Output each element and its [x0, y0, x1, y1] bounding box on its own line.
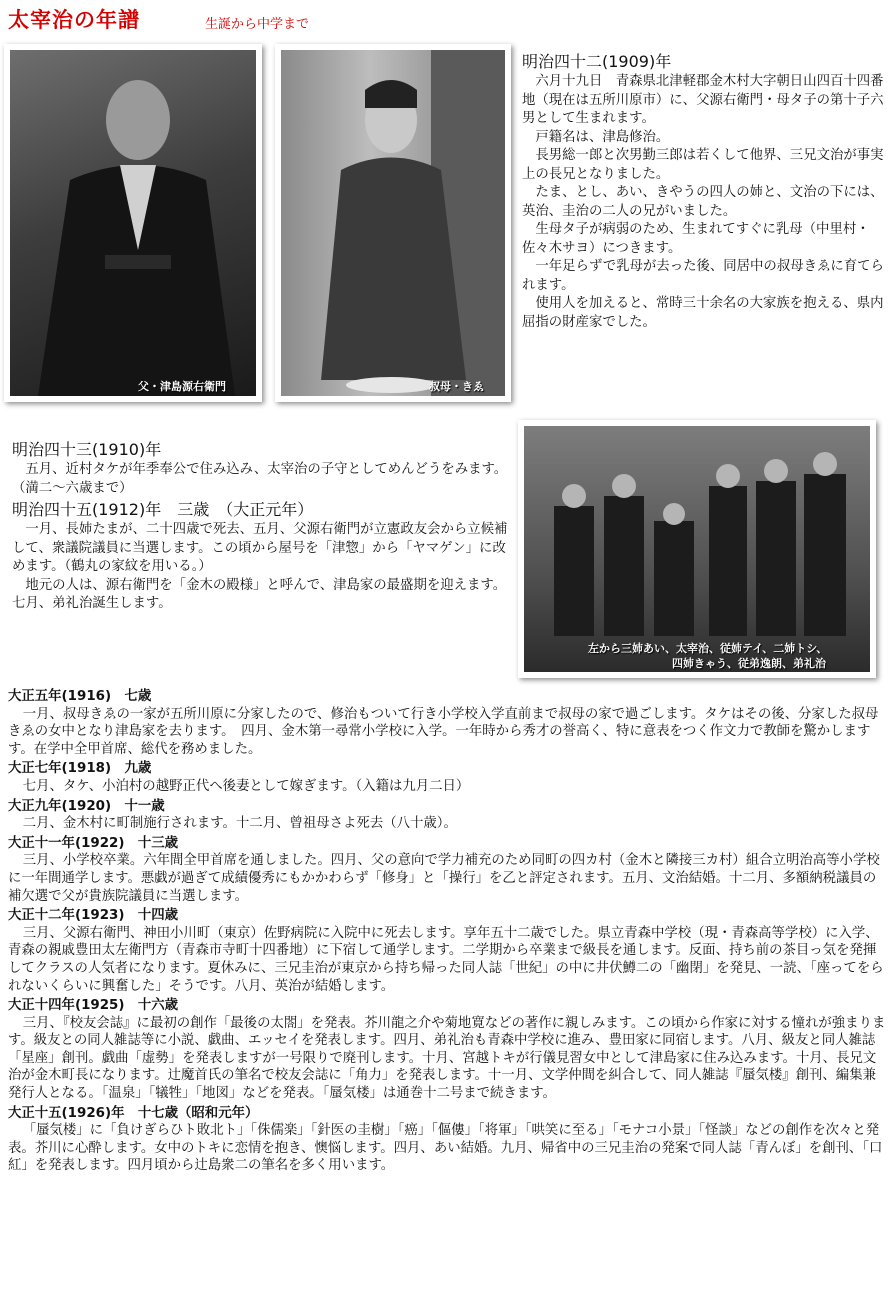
section-1909-paragraph: 戸籍名は、津島修治。 [535, 129, 670, 145]
section-1912-paragraph: 地元の人は、源右衛門を「金木の殿様」と呼んで、津島家の最盛期を迎えます。七月、弟礼治誕生します。 [12, 577, 507, 611]
timeline-text: 七月、タケ、小泊村の越野正代へ後妻として嫁ぎます。（入籍は九月二日） [22, 778, 470, 794]
page-title: 太宰治の年譜 [8, 8, 140, 32]
page-subtitle: 生誕から中学まで [205, 17, 310, 32]
timeline-heading: 大正十五(1926)年 十七歳（昭和元年） [8, 1105, 259, 1121]
family-figures-icon [524, 426, 870, 672]
section-1910-paragraph: 五月、近村タケが年季奉公で住み込み、太宰治の子守としてめんどうをみます。（満二～六歳まで） [12, 462, 508, 496]
section-1909-heading: 明治四十二(1909)年 [522, 52, 672, 71]
section-1909-paragraph: 六月十九日 青森県北津軽郡金木村大字朝日山四百十四番地（現在は五所川原市）に、父源右衛門・母タ子の第十子六男として生まれます。 [522, 74, 884, 126]
aunt-caption: 叔母・きゑ [429, 380, 484, 393]
timeline-heading: 大正十四年(1925) 十六歳 [8, 998, 179, 1014]
section-1909-paragraph: 長男総一郎と次男勤三郎は若くして他界、三兄文治が事実上の長兄となりました。 [522, 148, 884, 182]
aunt-photo [275, 44, 511, 402]
family-photo [518, 420, 876, 678]
timeline-text: 二月、金木村に町制施行されます。十二月、曾祖母さよ死去（八十歳）。 [22, 816, 457, 832]
father-photo [4, 44, 262, 402]
timeline-text: 三月、『校友会誌』に最初の創作「最後の太閤」を発表。芥川龍之介や菊地寛などの著作に親しみます。この頃から作家に対する憧れが強まります。級友との同人雑誌等に小説、戯曲、エッセイを発表します。四月、弟礼治も青森中学校に進み、豊田家に同宿します。八月、級友と同人雑誌「星座」創刊。戯曲「虚勢」を発表しますが一号限りで廃刊します。十月、宮越トキが行儀見習女中として津島家に住み込みます。十月、長兄文治が金木町長になります。辻魔首氏の筆名で校友会誌に「角力」を発表します。十一月、文学仲間を糾合して、同人雑誌『蜃気楼』創刊、編集兼発行人となる。「温泉」「犠牲」「地図」などを発表。「蜃気楼」は通巻十二号まで続きます。 [8, 1015, 886, 1102]
timeline-text: 三月、父源右衛門、神田小川町（東京）佐野病院に入院中に死去します。享年五十二歳でした。県立青森中学校（現・青森高等学校）に入学、青森の親戚豊田太左衛門方（青森市寺町十四番地）に下宿して通学します。二学期から卒業まで級長を通します。反面、持ち前の茶目っ気を発揮してクラスの人気者になります。夏休みに、三兄圭治が東京から持ち帰った同人誌「世紀」の中に井伏鱒二の「幽閉」を発見、一読、「座ってをられないくらいに興奮した」そうです。八月、英治が結婚します。 [8, 925, 884, 994]
timeline [8, 688, 888, 1177]
timeline-heading: 大正十一年(1922) 十三歳 [8, 835, 179, 851]
section-1909-paragraph: たま、とし、あい、きやうの四人の姉と、文治の下には、英治、圭治の二人の兄がいました。 [522, 185, 884, 219]
section-1912-heading: 明治四十五(1912)年 三歳 （大正元年） [12, 500, 314, 519]
timeline-text: 三月、小学校卒業。六年間全甲首席を通しました。四月、父の意向で学力補充のため同町の四カ村（金木と隣接三カ村）組合立明治高等小学校に一年間通学します。悪戯が過ぎて成績優秀にもかかわらず「修身」と「操行」を乙と評定されます。五月、文治結婚。十二月、多額納税議員の補欠選で父が貴族院議員に当選します。 [8, 853, 880, 904]
timeline-text: 一月、叔母きゑの一家が五所川原に分家したので、修治もついて行き小学校入学直前まで叔母の家で過ごします。タケはその後、分家した叔母きゑの女中となり津島家を去ります。 四月、金木第一尋常小学校に入学。一年時から秀才の誉高く、特に意表をつく作文力で教師を驚かしますす。在学中全甲首席、総代を務めました。 [8, 706, 879, 757]
timeline-heading: 大正九年(1920) 十一歳 [8, 798, 165, 814]
section-1912-paragraph: 一月、長姉たまが、二十四歳で死去、五月、父源右衛門が立憲政友会から立候補して、衆議院議員に当選します。この頃から屋号を「津惣」から「ヤマゲン」に改めます。（鶴丸の家紋を用いる。） [12, 522, 508, 574]
father-caption: 父・津島源右衛門 [138, 380, 226, 393]
timeline-heading: 大正七年(1918) 九歳 [8, 761, 152, 777]
timeline-heading: 大正十二年(1923) 十四歳 [8, 908, 179, 924]
timeline-text: 「蜃気楼」に「負けぎらひト敗北ト」「侏儒楽」「針医の圭樹」「癌」「傴僂」「将軍」「哄笑に至る」「モナコ小景」「怪談」などの創作を次々と発表。芥川に心酔します。女中のトキに恋情を抱き、懊悩します。四月、あい結婚。九月、帰省中の三兄圭治の発案で同人誌「青んぼ」を創刊、「口紅」を発表します。四月頃から辻島衆二の筆名を多く用います。 [8, 1123, 883, 1174]
section-1910-1912 [12, 440, 508, 614]
father-figure-icon [10, 50, 256, 396]
section-1909-paragraph: 使用人を加えると、常時三十余名の大家族を抱える、県内屈指の財産家でした。 [522, 296, 884, 330]
section-1909-paragraph: 一年足らずで乳母が去った後、同居中の叔母きゑに育てられます。 [522, 259, 884, 293]
section-1909 [522, 52, 884, 332]
aunt-figure-icon [281, 50, 505, 396]
section-1910-heading: 明治四十三(1910)年 [12, 440, 162, 459]
section-1909-paragraph: 生母タ子が病弱のため、生まれてすぐに乳母（中里村・佐々木サヨ）につきます。 [522, 222, 870, 256]
family-caption-line2: 四姉きゃう、従弟逸朗、弟礼治 [672, 657, 826, 670]
timeline-heading: 大正五年(1916) 七歳 [8, 689, 152, 704]
family-caption-line1: 左から三姉あい、太宰治、従姉テイ、二姉トシ、 [588, 642, 828, 655]
